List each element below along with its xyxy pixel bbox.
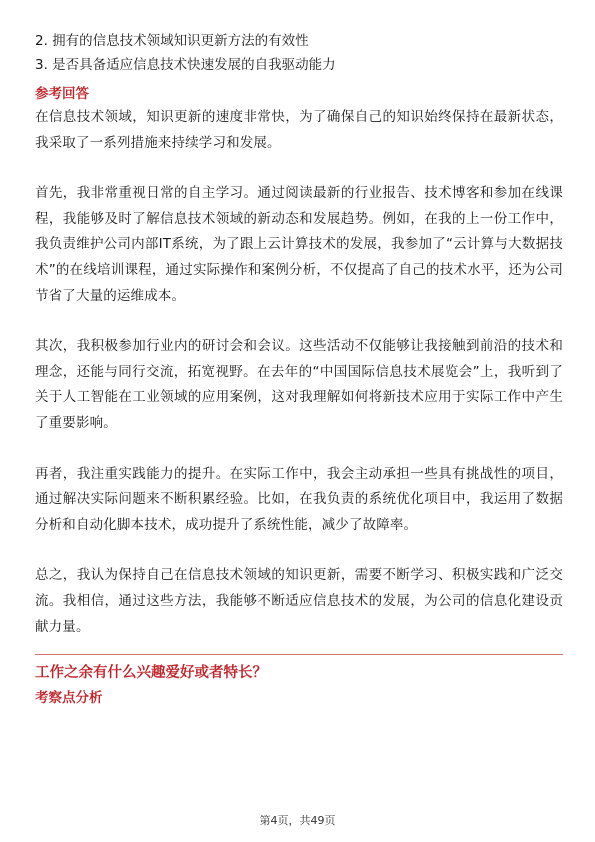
answer-paragraph-conclusion: 总之，我认为保持自己在信息技术领域的知识更新，需要不断学习、积极实践和广泛交流。我相信，通过这些方法，我能够不断适应信息技术的发展，为公司的信息化建设贡献力量。 [35,567,563,635]
page-footer: 第4页，共49页 [259,814,336,827]
answer-paragraph-second: 其次，我积极参加行业内的研讨会和会议。这些活动不仅能够让我接触到前沿的技术和理念，还能与同行交流，拓宽视野。在去年的“中国国际信息技术展览会”上，我听到了关于人工智能在工业领域的应用案例，这对我理解如何将新技术应用于实际工作中产生了重要影响。 [35,338,563,431]
paragraph-gap [35,156,563,181]
answer-paragraph-intro: 在信息技术领域，知识更新的速度非常快，为了确保自己的知识始终保持在最新状态，我采取了一系列措施来持续学习和发展。 [35,109,563,151]
paragraph-gap [35,538,563,563]
page-content [35,29,563,709]
reference-answer-heading: 参考回答 [35,86,89,102]
analysis-heading: 考察点分析 [35,690,103,707]
criteria-item-3: 3. 是否具备适应信息技术快速发展的自我驱动能力 [35,57,336,73]
answer-paragraph-third: 再者，我注重实践能力的提升。在实际工作中，我会主动承担一些具有挑战性的项目，通过解决实际问题来不断积累经验。比如，在我负责的系统优化项目中，我运用了数据分析和自动化脚本技术，成功提升了系统性能，减少了故障率。 [35,465,563,533]
paragraph-gap [35,309,563,334]
section-divider [35,654,563,655]
next-question-title: 工作之余有什么兴趣爱好或者特长？ [35,665,267,682]
criteria-item-2: 2. 拥有的信息技术领域知识更新方法的有效性 [35,33,309,49]
paragraph-gap [35,437,563,462]
answer-paragraph-first: 首先，我非常重视日常的自主学习。通过阅读最新的行业报告、技术博客和参加在线课程，我能够及时了解信息技术领域的新动态和发展趋势。例如，在我的上一份工作中，我负责维护公司内部IT系统，为了跟上云计算技术的发展，我参加了“云计算与大数据技术”的在线培训课程，通过实际操作和案例分析，不仅提高了自己的技术水平，还为公司节省了大量的运维成本。 [35,185,563,304]
